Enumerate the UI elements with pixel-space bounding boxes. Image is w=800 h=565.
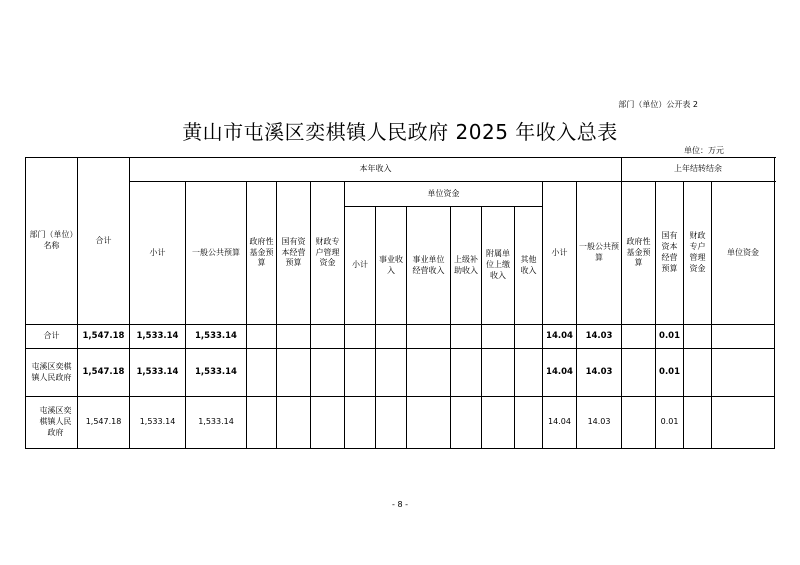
header-unit-funds: 单位资金 (345, 182, 543, 207)
cell-total: 1,547.18 (78, 325, 130, 349)
cell-total: 1,547.18 (78, 397, 130, 449)
header-carry-general-budget: 一般公共预算 (577, 182, 622, 325)
header-uf-operating-income: 事业单位经营收入 (407, 207, 451, 325)
header-cur-state-capital: 国有资本经营预算 (277, 182, 311, 325)
header-cur-general-budget: 一般公共预算 (186, 182, 247, 325)
header-uf-higher-subsidy: 上级补助收入 (451, 207, 482, 325)
header-carryover: 上年结转结余 (622, 158, 775, 182)
header-carry-gov-fund: 政府性基金预算 (622, 182, 656, 325)
header-dept-name: 部门（单位）名称 (26, 158, 78, 325)
cell-carry-general: 14.03 (577, 325, 622, 349)
cell-cur-subtotal: 1,533.14 (130, 397, 186, 449)
page-number: - 8 - (392, 500, 408, 509)
income-summary-table (25, 157, 775, 449)
header-carry-state-capital: 国有资本经营预算 (656, 182, 684, 325)
cell-carry-subtotal: 14.04 (543, 325, 577, 349)
cell-cur-general: 1,533.14 (186, 349, 247, 397)
page-title: 黄山市屯溪区奕棋镇人民政府 2025 年收入总表 (182, 120, 618, 144)
cell-carry-subtotal: 14.04 (543, 349, 577, 397)
row-name: 屯溪区奕棋镇人民政府 (26, 349, 78, 397)
header-uf-affiliated-income: 附属单位上缴收入 (482, 207, 515, 325)
header-uf-subtotal: 小计 (345, 207, 376, 325)
header-cur-gov-fund: 政府性基金预算 (247, 182, 277, 325)
cell-carry-subtotal: 14.04 (543, 397, 577, 449)
row-name: 屯溪区奕棋镇人民政府 (26, 397, 78, 449)
form-reference: 部门（单位）公开表 2 (618, 100, 698, 109)
table-row (26, 325, 775, 349)
cell-carry-state-capital: 0.01 (656, 349, 684, 397)
header-current-income: 本年收入 (130, 158, 622, 182)
cell-total: 1,547.18 (78, 349, 130, 397)
cell-cur-general: 1,533.14 (186, 325, 247, 349)
header-uf-other-income: 其他收入 (515, 207, 543, 325)
cell-carry-state-capital: 0.01 (656, 397, 684, 449)
header-cur-subtotal: 小计 (130, 182, 186, 325)
cell-cur-general: 1,533.14 (186, 397, 247, 449)
header-carry-fiscal-special: 财政专户管理资金 (684, 182, 712, 325)
header-uf-business-income: 事业收入 (376, 207, 407, 325)
table-row (26, 349, 775, 397)
cell-carry-general: 14.03 (577, 349, 622, 397)
cell-cur-subtotal: 1,533.14 (130, 325, 186, 349)
row-name: 合计 (26, 325, 78, 349)
unit-label: 单位：万元 (684, 146, 724, 155)
header-carry-subtotal: 小计 (543, 182, 577, 325)
cell-carry-general: 14.03 (577, 397, 622, 449)
cell-cur-subtotal: 1,533.14 (130, 349, 186, 397)
header-carry-unit-funds: 单位资金 (712, 182, 775, 325)
cell-carry-state-capital: 0.01 (656, 325, 684, 349)
table-row (26, 397, 775, 449)
header-total: 合计 (78, 158, 130, 325)
header-cur-fiscal-special: 财政专户管理资金 (311, 182, 345, 325)
